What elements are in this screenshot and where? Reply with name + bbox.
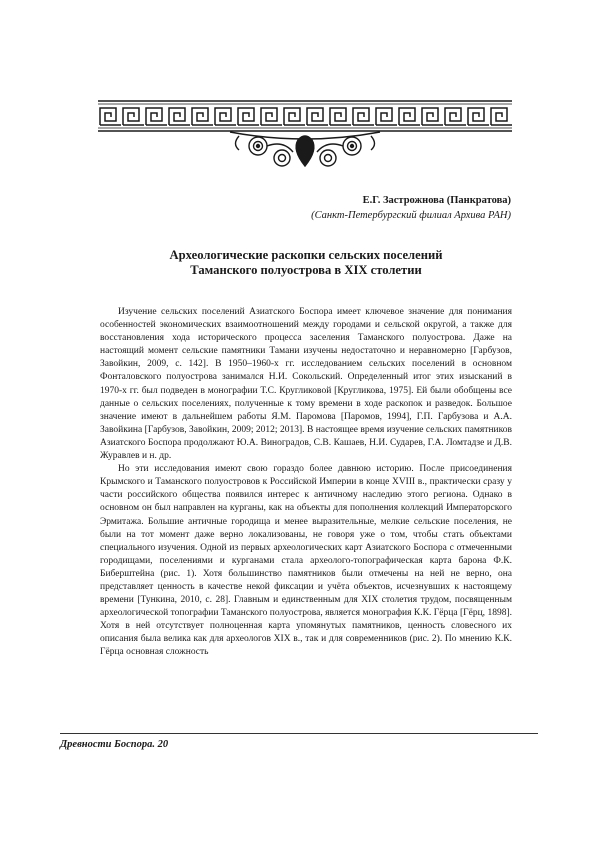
paragraph: Но эти исследования имеют свою гораздо более давнюю историю. После присоединения Крымского и Таманского полуостровов к Российской Империи в конце XVIII в., практически сразу у части российского общества появился интерес к античному наследию этого региона. Однако в основном он был направлен на курганы, как на объекты для пополнения коллекций Императорского Эрмитажа. Большие античные городища и менее выразительные, мелкие сельские поселения, не были на тот момент даже верно локализованы, не говоря уже о том, чтобы стать объектами специального изучения. Одной из первых археологических карт Азиатского Боспора с отмеченными городищами, поселениями и курганами стала археолого-топографическая карта барона Ф.К. Биберштейна (рис. 1). Хотя большинство памятников были отмечены на ней не верно, она представляет ценность в качестве некой фиксации и учёта объектов, исчезнувших к настоящему времени [Тункина, 2010, с. 28]. Главным и единственным для XIX столетия трудом, посвященным археологической топографии Таманского полуострова, является монография К.К. Гёрца [Гёрц, 1898]. Хотя в ней отсутствует полноценная карта упомянутых памятников, ценность словесного их описания была велика как для археологов XIX в., так и для современников (рис. 2). По мнению К.К. Гёрца основная сложность — [100, 464, 512, 658]
article-title — [100, 248, 512, 278]
article-body — [100, 306, 512, 660]
title-line-2: Таманского полуострова в XIX столетии — [190, 263, 422, 277]
author-block — [311, 193, 511, 223]
title-line-1: Археологические раскопки сельских поселений — [169, 248, 443, 262]
author-affiliation: (Санкт-Петербургский филиал Архива РАН) — [311, 210, 511, 221]
author-name: Е.Г. Застрожнова (Панкратова) — [362, 195, 511, 206]
greek-key-ornament — [98, 100, 512, 172]
footer-divider — [60, 733, 538, 734]
journal-footer: Древности Боспора. 20 — [60, 739, 169, 750]
paragraph: Изучение сельских поселений Азиатского Боспора имеет ключевое значение для понимания особенностей экономических взаимоотношений между городами и сельской округой, а также для восстановления хода исторического процесса заселения Таманского полуострова. Даже на настоящий момент сельские памятники Тамани изучены недостаточно и неравномерно [Гарбузов, Завойкин, 2009, с. 142]. В 1950–1960-х гг. исследованием сельских поселений в основном Фонталовского полуострова занимался Н.И. Сокольский. Определенный итог этих изысканий в 1970-х гг. был подведен в монографии Т.С. Кругликовой [Кругликова, 1975]. Ей были обобщены все данные о сельских поселениях, полученные к тому времени в ходе раскопок и разведок. Большое значение имеют в дальнейшем работы Я.М. Паромова [Паромов, 1994], Г.П. Гарбузова и А.А. Завойкина [Гарбузов, Завойкин, 2009; 2012; 2013]. В настоящее время изучение сельских памятников Азиатского Боспора продолжают Ю.А. Виноградов, С.В. Кашаев, Н.И. Сударев, Г.А. Ломтадзе и Д.В. Журавлев и н. др. — [100, 307, 512, 462]
